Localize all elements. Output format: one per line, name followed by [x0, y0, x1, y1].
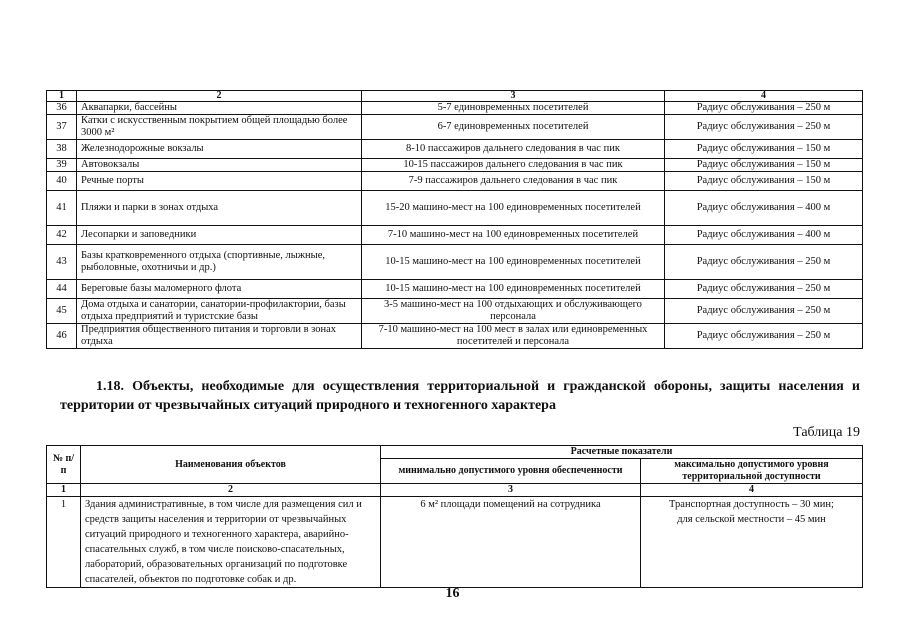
max-level-value	[641, 497, 863, 588]
table-caption: Таблица 19	[793, 425, 860, 440]
min-level-value: 6 м² площади помещений на сотрудника	[381, 497, 641, 588]
column-index-row	[47, 91, 863, 102]
column-index: 3	[362, 91, 665, 102]
row-number: 39	[47, 159, 77, 172]
table-row	[47, 280, 863, 299]
table-row	[47, 191, 863, 226]
object-name: Береговые базы маломерного флота	[77, 280, 362, 299]
column-index: 1	[47, 91, 77, 102]
row-number: 1	[47, 497, 81, 588]
objects-table-continued	[46, 90, 863, 349]
civil-defense-table	[46, 445, 863, 588]
service-radius: Радиус обслуживания – 150 м	[665, 159, 863, 172]
capacity-norm: 7-10 машино-мест на 100 единовременных посетителей	[362, 226, 665, 245]
object-name: Базы кратковременного отдыха (спортивные, лыжные, рыболовные, охотничьи и др.)	[77, 245, 362, 280]
table-row	[47, 324, 863, 349]
column-header-group: Расчетные показатели	[381, 446, 863, 459]
object-name: Дома отдыха и санатории, санатории-профилактории, базы отдыха предприятий и туристские базы	[77, 299, 362, 324]
object-name: Лесопарки и заповедники	[77, 226, 362, 245]
capacity-norm: 15-20 машино-мест на 100 единовременных посетителей	[362, 191, 665, 226]
service-radius: Радиус обслуживания – 250 м	[665, 115, 863, 140]
object-name: Железнодорожные вокзалы	[77, 140, 362, 159]
row-number: 43	[47, 245, 77, 280]
table-row	[47, 159, 863, 172]
object-name: Пляжи и парки в зонах отдыха	[77, 191, 362, 226]
capacity-norm: 7-9 пассажиров дальнего следования в час пик	[362, 172, 665, 191]
object-name: Катки с искусственным покрытием общей площадью более 3000 м²	[77, 115, 362, 140]
service-radius: Радиус обслуживания – 150 м	[665, 172, 863, 191]
row-number: 37	[47, 115, 77, 140]
column-index: 4	[641, 484, 863, 497]
table-row	[47, 115, 863, 140]
capacity-norm: 3-5 машино-мест на 100 отдыхающих и обслуживающего персонала	[362, 299, 665, 324]
row-number: 44	[47, 280, 77, 299]
row-number: 42	[47, 226, 77, 245]
row-number: 45	[47, 299, 77, 324]
table-row	[47, 102, 863, 115]
max-level-line: Транспортная доступность – 30 мин;	[669, 499, 834, 510]
column-index: 2	[77, 91, 362, 102]
page-number: 16	[445, 586, 460, 601]
section-heading: 1.18. Объекты, необходимые для осуществления территориальной и гражданской обороны, защиты населения и территории от чрезвычайных ситуаций природного и техногенного характера	[60, 379, 860, 413]
service-radius: Радиус обслуживания – 150 м	[665, 140, 863, 159]
capacity-norm: 10-15 пассажиров дальнего следования в час пик	[362, 159, 665, 172]
max-level-line: для сельской местности – 45 мин	[677, 514, 826, 525]
table-header-row	[47, 446, 863, 459]
table-row	[47, 299, 863, 324]
table-row	[47, 497, 863, 588]
table-row	[47, 172, 863, 191]
column-index: 4	[665, 91, 863, 102]
column-header-min: минимально допустимого уровня обеспеченности	[381, 459, 641, 484]
service-radius: Радиус обслуживания – 250 м	[665, 245, 863, 280]
service-radius: Радиус обслуживания – 250 м	[665, 102, 863, 115]
column-header-number: № п/п	[47, 446, 81, 484]
capacity-norm: 8-10 пассажиров дальнего следования в час пик	[362, 140, 665, 159]
table-row	[47, 245, 863, 280]
object-name: Речные порты	[77, 172, 362, 191]
table-row	[47, 226, 863, 245]
row-number: 38	[47, 140, 77, 159]
capacity-norm: 10-15 машино-мест на 100 единовременных посетителей	[362, 245, 665, 280]
column-header-max: максимально допустимого уровня территориальной доступности	[641, 459, 863, 484]
object-name: Предприятия общественного питания и торговли в зонах отдыха	[77, 324, 362, 349]
object-name: Здания административные, в том числе для размещения сил и средств защиты населения и территории от чрезвычайных ситуаций природного и техногенного характера, аварийно-спасательных служб, в том числе поисково-спасательных, лабораторий, образовательных организаций по подготовке спасателей, объектов по подготовке собак и др.	[81, 497, 381, 588]
object-name: Аквапарки, бассейны	[77, 102, 362, 115]
capacity-norm: 5-7 единовременных посетителей	[362, 102, 665, 115]
column-index-row	[47, 484, 863, 497]
column-header-name: Наименования объектов	[81, 446, 381, 484]
capacity-norm: 6-7 единовременных посетителей	[362, 115, 665, 140]
service-radius: Радиус обслуживания – 400 м	[665, 226, 863, 245]
row-number: 41	[47, 191, 77, 226]
service-radius: Радиус обслуживания – 250 м	[665, 280, 863, 299]
service-radius: Радиус обслуживания – 400 м	[665, 191, 863, 226]
row-number: 40	[47, 172, 77, 191]
column-index: 3	[381, 484, 641, 497]
object-name: Автовокзалы	[77, 159, 362, 172]
column-index: 2	[81, 484, 381, 497]
capacity-norm: 7-10 машино-мест на 100 мест в залах или единовременных посетителей и персонала	[362, 324, 665, 349]
row-number: 36	[47, 102, 77, 115]
service-radius: Радиус обслуживания – 250 м	[665, 324, 863, 349]
capacity-norm: 10-15 машино-мест на 100 единовременных посетителей	[362, 280, 665, 299]
service-radius: Радиус обслуживания – 250 м	[665, 299, 863, 324]
row-number: 46	[47, 324, 77, 349]
column-index: 1	[47, 484, 81, 497]
table-row	[47, 140, 863, 159]
